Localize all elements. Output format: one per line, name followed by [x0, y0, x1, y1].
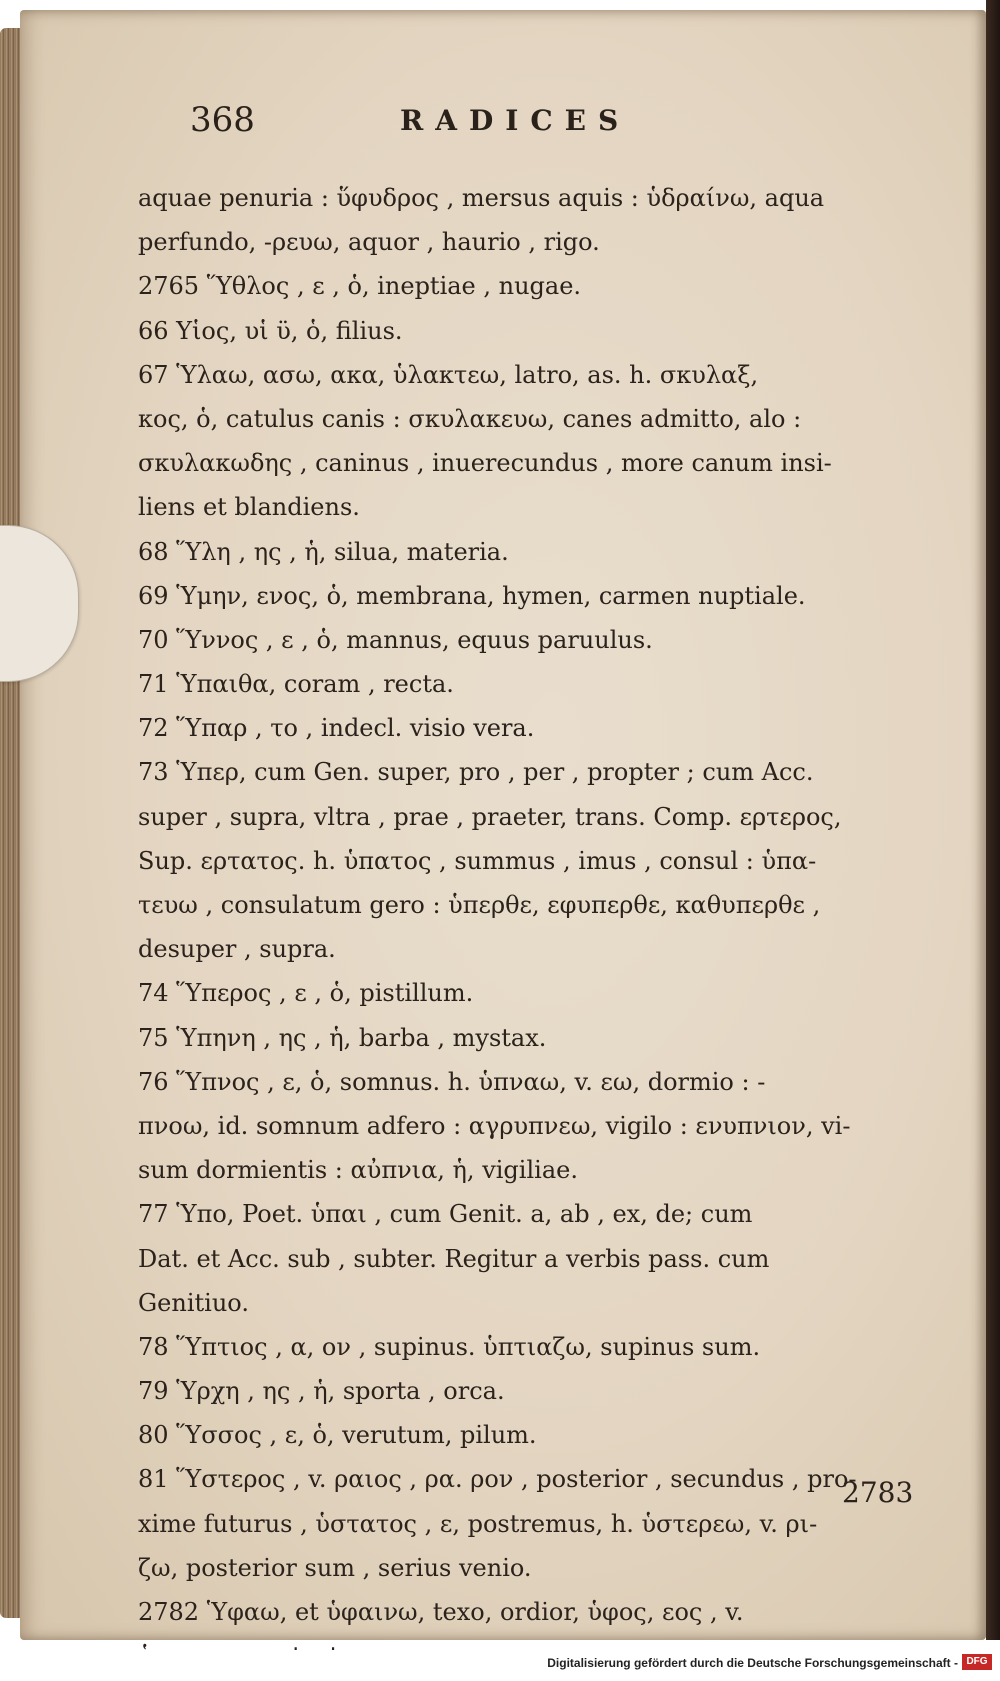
text-line: 67 Ὑλαω, ασω, ακα, ὑλακτεω, latro, as. h. σκυλαξ,	[138, 360, 759, 389]
text-line: super , supra, vltra , prae , praeter, trans. Comp. ερτερος,	[138, 802, 842, 831]
text-line: liens et blandiens.	[138, 493, 360, 522]
text-line: 81 Ὕστερος , v. ραιος , ρα. ρον , posterior , secundus , pro-	[138, 1465, 857, 1494]
text-line: ζω, posterior sum , serius venio.	[138, 1553, 532, 1582]
text-line: 70 Ὕννος , ε , ὁ, mannus, equus paruulus.	[138, 625, 653, 654]
page-number: 368	[190, 100, 255, 140]
text-line: τευω , consulatum gero : ὑπερθε, εφυπερθε, καθυπερθε ,	[138, 891, 821, 919]
text-line: 80 Ὕσσος , ε, ὁ, verutum, pilum.	[138, 1421, 537, 1450]
text-line: Genitiuo.	[138, 1288, 249, 1317]
text-line: aquae penuria : ὕφυδρος , mersus aquis : ὑδραίνω, aqua	[138, 184, 825, 212]
text-line: 76 Ὕπνος , ε, ὁ, somnus. h. ὑπναω, v. εω, dormio : -	[138, 1067, 766, 1096]
text-line: 73 Ὑπερ, cum Gen. super, pro , per , propter ; cum Acc.	[138, 758, 814, 787]
text-line: Dat. et Acc. sub , subter. Regitur a verbis pass. cum	[138, 1244, 770, 1273]
text-line: 68 Ὕλη , ης , ἡ, silua, materia.	[138, 537, 509, 566]
dictionary-entries	[138, 176, 958, 1678]
digitization-credit: Digitalisierung gefördert durch die Deutsche Forschungsgemeinschaft -	[547, 1656, 958, 1670]
text-line: 75 Ὑπηνη , ης , ἡ, barba , mystax.	[138, 1023, 547, 1052]
dfg-logo: DFG	[962, 1654, 992, 1670]
text-line: 74 Ὕπερος , ε , ὁ, pistillum.	[138, 979, 474, 1008]
text-line: σκυλακωδης , caninus , inuerecundus , more canum insi-	[138, 449, 832, 478]
catchword: 2783	[842, 1476, 914, 1509]
text-line: 71 Ὑπαιθα, coram , recta.	[138, 670, 454, 699]
text-line: κος, ὁ, catulus canis : σκυλακευω, canes admitto, alo :	[138, 404, 802, 433]
text-line: Sup. ερτατος. h. ὑπατος , summus , imus , consul : ὑπα-	[138, 846, 817, 875]
text-line: 72 Ὕπαρ , το , indecl. visio vera.	[138, 714, 535, 743]
text-line: 77 Ὑπο, Poet. ὑπαι , cum Genit. a, ab , ex, de; cum	[138, 1200, 753, 1229]
text-line: sum dormientis : αὐπνια, ἡ, vigiliae.	[138, 1156, 578, 1185]
book-cover-edge	[986, 0, 1000, 1640]
running-head: RADICES	[400, 104, 631, 137]
text-line: πνοω, id. somnum adfero : αγρυπνεω, vigilo : ενυπνιον, vi-	[138, 1111, 851, 1140]
text-line: 2782 Ὑφαω, et ὑφαινω, texo, ordior, ὑφος, εος , v.	[138, 1598, 744, 1626]
text-line: xime futurus , ὑστατος , ε, postremus, h. ὑστερεω, v. ρι-	[138, 1509, 818, 1538]
text-line: 78 Ὕπτιος , α, ον , supinus. ὑπτιαζω, supinus sum.	[138, 1332, 761, 1361]
text-line: perfundo, -ρευω, aquor , haurio , rigo.	[138, 228, 600, 257]
text-line: 79 Ὑρχη , ης , ἡ, sporta , orca.	[138, 1377, 505, 1406]
text-line: desuper , supra.	[138, 935, 336, 964]
text-line: 2765 Ὕθλος , ε , ὁ, ineptiae , nugae.	[138, 272, 582, 301]
text-line: 66 Υἱος, υἱ ϋ, ὁ, filius.	[138, 316, 403, 345]
text-line: 69 Ὑμην, ενος, ὁ, membrana, hymen, carmen nuptiale.	[138, 581, 806, 610]
